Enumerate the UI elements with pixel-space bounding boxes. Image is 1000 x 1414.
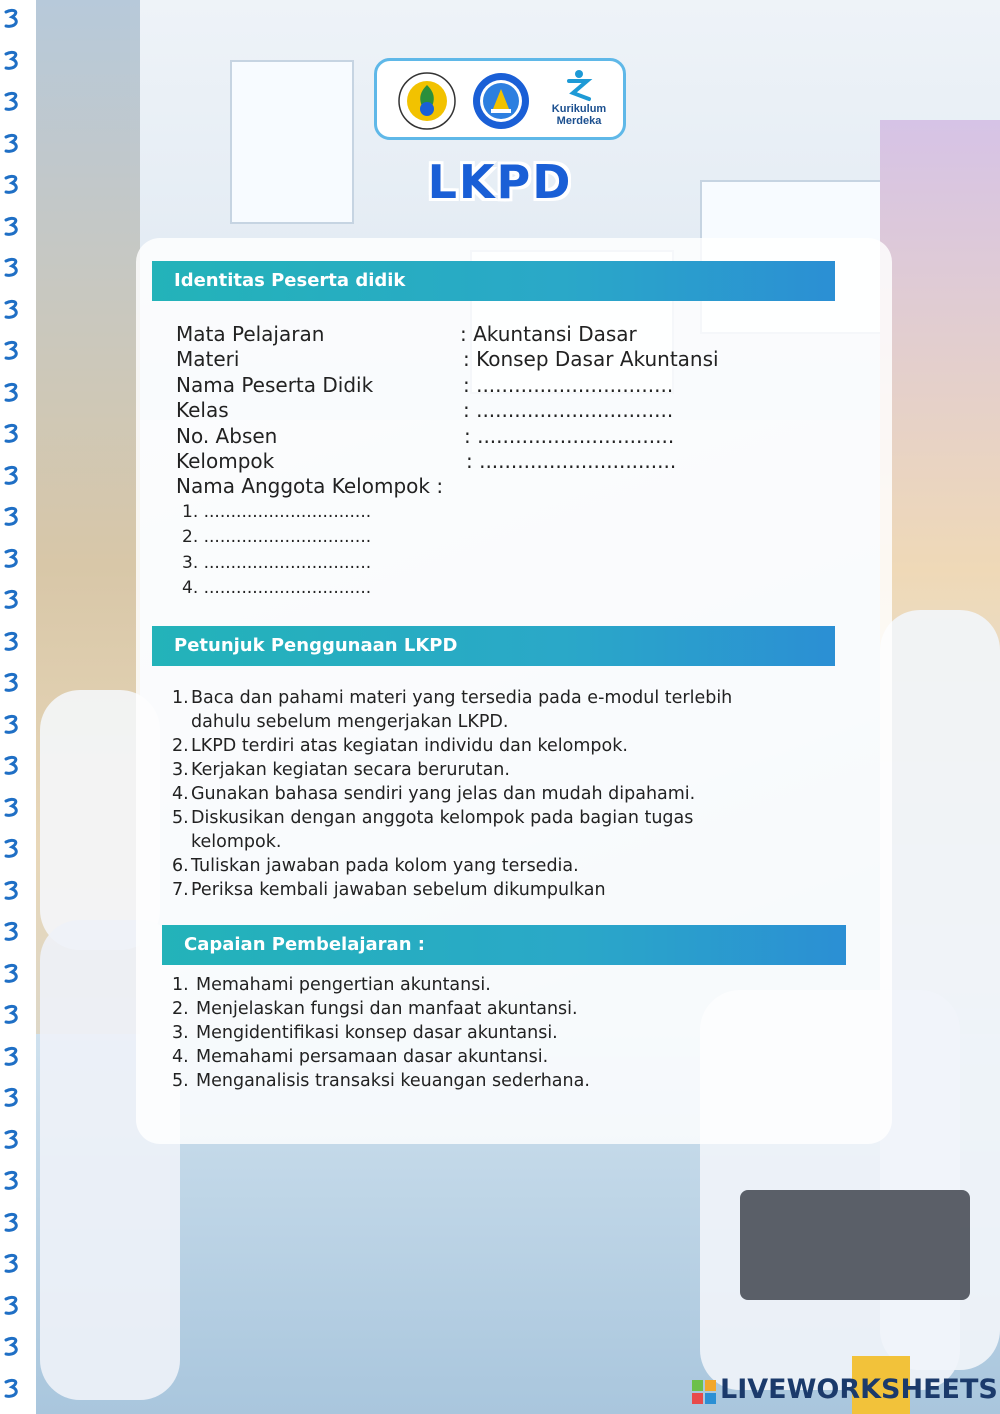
spiral-ring-icon (4, 299, 22, 321)
list-number: 1. (172, 688, 189, 708)
spiral-ring-icon (4, 1004, 22, 1026)
list-text: Gunakan bahasa sendiri yang jelas dan mudah dipahami. (191, 784, 696, 804)
list-item (172, 973, 852, 997)
kurikulum-merdeka-text (539, 103, 619, 127)
liveworksheets-logo-icon (692, 1380, 716, 1404)
spiral-ring-icon (4, 880, 22, 902)
kurikulum-merdeka-logo (539, 69, 619, 135)
list-text: Tuliskan jawaban pada kolom yang tersedia. (191, 856, 579, 876)
list-number: 4. (172, 784, 189, 804)
spiral-ring-icon (4, 1087, 22, 1109)
list-number: 7. (172, 880, 189, 900)
list-text: Kerjakan kegiatan secara berurutan. (191, 760, 510, 780)
spiral-ring-icon (4, 423, 22, 445)
spiral-ring-icon (4, 382, 22, 404)
logo-km-line2: Merdeka (556, 115, 602, 127)
spiral-ring-icon (4, 216, 22, 238)
spiral-ring-icon (4, 1129, 22, 1151)
spiral-ring-icon (4, 465, 22, 487)
list-text: Periksa kembali jawaban sebelum dikumpulkan (191, 880, 606, 900)
logo-km-line1: Kurikulum (551, 103, 607, 115)
list-text: LKPD terdiri atas kegiatan individu dan kelompok. (191, 736, 628, 756)
spiral-ring-icon (4, 506, 22, 528)
spiral-ring-icon (4, 1046, 22, 1068)
list-text-continued: dahulu sebelum mengerjakan LKPD. (191, 712, 509, 732)
spiral-ring-icon (4, 340, 22, 362)
field-label: Nama Peserta Didik (176, 372, 374, 397)
members-label: Nama Anggota Kelompok : (176, 474, 444, 499)
list-text: Menganalisis transaksi keuangan sederhana. (196, 1071, 590, 1091)
list-item (172, 758, 852, 782)
liveworksheets-brand[interactable] (692, 1374, 998, 1408)
list-item (172, 806, 852, 854)
list-text: Diskusikan dengan anggota kelompok pada bagian tugas (191, 808, 694, 828)
group-member-field[interactable]: 4. ............................... (182, 578, 372, 599)
spiral-ring-icon (4, 1170, 22, 1192)
list-number: 1. (172, 975, 189, 995)
instructions-list (172, 686, 852, 902)
spiral-binding (0, 0, 36, 1414)
liveworksheets-text: LIVEWORKSHEETS (720, 1374, 998, 1405)
group-member-field[interactable]: 1. ............................... (182, 502, 372, 522)
list-number: 4. (172, 1047, 189, 1067)
identity-heading: Identitas Peserta didik (152, 261, 835, 301)
page-title: LKPD (427, 155, 573, 209)
list-item (172, 854, 852, 878)
outcomes-list (172, 973, 852, 1093)
spiral-ring-icon (4, 1295, 22, 1317)
spiral-ring-icon (4, 672, 22, 694)
list-item (172, 1045, 852, 1069)
list-item (172, 1021, 852, 1045)
um-logo-icon (397, 71, 457, 131)
laptop (740, 1190, 970, 1300)
outcomes-heading: Capaian Pembelajaran : (162, 925, 846, 965)
field-label: Kelompok (176, 448, 275, 473)
list-number: 3. (172, 1023, 189, 1043)
list-number: 5. (172, 808, 189, 828)
spiral-ring-icon (4, 797, 22, 819)
spiral-ring-icon (4, 1212, 22, 1234)
spiral-ring-icon (4, 1378, 22, 1400)
spiral-ring-icon (4, 714, 22, 736)
instructions-heading: Petunjuk Penggunaan LKPD (152, 626, 835, 666)
student-name-field[interactable]: : ............................... (463, 372, 674, 397)
list-item (172, 686, 852, 734)
list-item (172, 878, 852, 902)
spiral-ring-icon (4, 1336, 22, 1358)
spiral-ring-icon (4, 91, 22, 113)
spiral-ring-icon (4, 8, 22, 30)
list-text-continued: kelompok. (191, 832, 282, 852)
kurikulum-merdeka-icon (539, 69, 619, 103)
field-label: Materi (176, 347, 240, 372)
group-members-list (182, 500, 371, 602)
spiral-ring-icon (4, 133, 22, 155)
list-text: Memahami pengertian akuntansi. (196, 975, 491, 995)
list-text: Menjelaskan fungsi dan manfaat akuntansi. (196, 999, 578, 1019)
attendance-number-field[interactable]: : ............................... (464, 423, 675, 448)
spiral-ring-icon (4, 589, 22, 611)
spiral-ring-icon (4, 838, 22, 860)
spiral-ring-icon (4, 257, 22, 279)
list-text: Memahami persamaan dasar akuntansi. (196, 1047, 549, 1067)
spiral-ring-icon (4, 963, 22, 985)
list-number: 2. (172, 999, 189, 1019)
field-label: Mata Pelajaran (176, 322, 325, 346)
spiral-ring-icon (4, 50, 22, 72)
field-label: Kelas (176, 398, 229, 423)
list-item (172, 734, 852, 758)
list-text: Baca dan pahami materi yang tersedia pada e-modul terlebih (191, 688, 733, 708)
spiral-ring-icon (4, 631, 22, 653)
group-field[interactable]: : ............................... (466, 448, 677, 473)
group-member-field[interactable]: 2. ............................... (182, 527, 372, 548)
logo-box (374, 58, 626, 140)
spiral-ring-icon (4, 755, 22, 777)
field-value: : Konsep Dasar Akuntansi (463, 347, 719, 372)
list-number: 3. (172, 760, 189, 780)
group-member-field[interactable]: 3. ............................... (182, 552, 372, 573)
tut-wuri-handayani-logo-icon (471, 71, 531, 131)
spiral-ring-icon (4, 548, 22, 570)
list-text: Mengidentifikasi konsep dasar akuntansi. (196, 1023, 558, 1043)
list-item (172, 782, 852, 806)
field-label: No. Absen (176, 423, 278, 448)
spiral-ring-icon (4, 921, 22, 943)
field-value: : Akuntansi Dasar (460, 322, 637, 346)
class-field[interactable]: : ............................... (463, 398, 674, 423)
list-item (172, 997, 852, 1021)
spiral-ring-icon (4, 1253, 22, 1275)
list-number: 6. (172, 856, 189, 876)
list-item (172, 1069, 852, 1093)
list-number: 2. (172, 736, 189, 756)
list-number: 5. (172, 1071, 189, 1091)
